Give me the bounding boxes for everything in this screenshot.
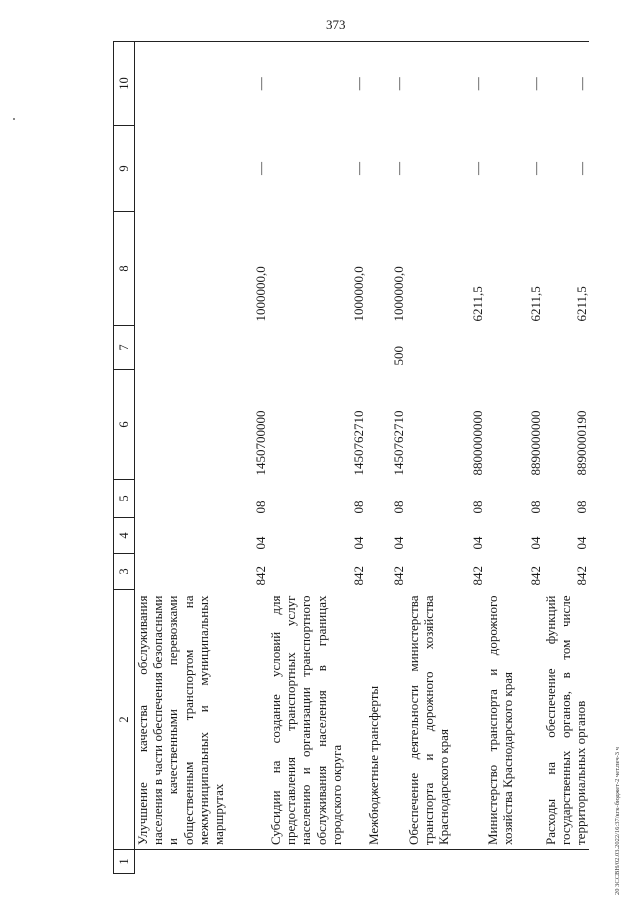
cell-expense-type — [135, 326, 269, 370]
cell-col-9-value: — — [573, 162, 589, 175]
cell-col-1 — [135, 850, 269, 874]
header-col-2: 2 — [114, 590, 135, 850]
cell-ministry-code — [485, 554, 543, 590]
header-col-9: 9 — [114, 126, 135, 212]
header-col-10: 10 — [114, 42, 135, 126]
cell-amount — [135, 212, 269, 326]
cell-expense-type — [406, 326, 485, 370]
cell-subsection — [135, 480, 269, 518]
cell-col-9 — [268, 126, 366, 212]
cell-col-10-value: — — [527, 77, 543, 91]
cell-expense-type — [485, 326, 543, 370]
cell-col-1 — [485, 850, 543, 874]
rotated-table-container — [113, 42, 588, 874]
cell-expense-type — [366, 326, 406, 370]
table-row — [135, 42, 269, 874]
cell-target-code-value: 1450700000 — [252, 410, 268, 476]
cell-amount-value: 1000000,0 — [350, 266, 366, 322]
cell-ministry-code-value: 842 — [527, 566, 543, 586]
cell-target-code — [366, 370, 406, 480]
budget-table — [113, 41, 589, 874]
cell-target-code — [268, 370, 366, 480]
table-row — [268, 42, 366, 874]
cell-col-10 — [485, 42, 543, 126]
cell-col-10 — [406, 42, 485, 126]
cell-ministry-code-value: 842 — [573, 566, 589, 586]
row-name: Субсидии на создание условий для предоставления транспортных услуг населению и организации транспортного обслуживания населения в границах городского округа — [268, 590, 366, 850]
cell-section — [406, 518, 485, 554]
cell-col-9 — [543, 126, 589, 212]
cell-subsection-value: 08 — [390, 500, 406, 514]
cell-ministry-code-value: 842 — [350, 566, 366, 586]
cell-target-code-value: 8890000190 — [573, 410, 589, 476]
cell-section-value: 04 — [390, 536, 406, 550]
cell-col-1 — [366, 850, 406, 874]
cell-col-9-value: — — [469, 162, 485, 175]
header-col-3: 3 — [114, 554, 135, 590]
row-name: Обеспечение деятельности министерства транспорта и дорожного хозяйства Краснодарского края — [406, 590, 485, 850]
cell-col-10-value: — — [573, 77, 589, 91]
cell-col-9-value: — — [390, 162, 406, 175]
cell-expense-type-value: 500 — [390, 346, 406, 366]
cell-col-9 — [485, 126, 543, 212]
cell-amount-value: 6211,5 — [469, 286, 485, 322]
page-number: 373 — [326, 17, 346, 32]
cell-subsection-value: 08 — [350, 500, 366, 514]
cell-section-value: 04 — [350, 536, 366, 550]
cell-col-9-value: — — [527, 162, 543, 175]
cell-subsection — [406, 480, 485, 518]
cell-subsection-value: 08 — [252, 500, 268, 514]
header-col-7: 7 — [114, 326, 135, 370]
cell-col-10 — [366, 42, 406, 126]
row-name: Расходы на обеспечение функций государственных органов, в том числе территориальных органов — [543, 590, 589, 850]
cell-ministry-code-value: 842 — [252, 566, 268, 586]
cell-target-code-value: 1450762710 — [350, 410, 366, 476]
cell-amount — [543, 212, 589, 326]
cell-target-code-value: 8800000000 — [469, 410, 485, 476]
row-name: Межбюджетные трансферты — [366, 590, 406, 850]
cell-amount-value: 1000000,0 — [252, 266, 268, 322]
cell-ministry-code — [366, 554, 406, 590]
cell-subsection — [543, 480, 589, 518]
cell-target-code — [135, 370, 269, 480]
cell-col-9 — [406, 126, 485, 212]
cell-amount-value: 6211,5 — [573, 286, 589, 322]
cell-col-9 — [366, 126, 406, 212]
table-row — [406, 42, 485, 874]
cell-expense-type — [543, 326, 589, 370]
cell-target-code — [485, 370, 543, 480]
cell-subsection — [485, 480, 543, 518]
cell-ministry-code — [135, 554, 269, 590]
table-row — [366, 42, 406, 874]
header-col-4: 4 — [114, 518, 135, 554]
cell-col-10-value: — — [252, 77, 268, 91]
cell-col-10-value: — — [390, 77, 406, 91]
cell-amount — [406, 212, 485, 326]
cell-col-9 — [135, 126, 269, 212]
cell-section-value: 04 — [527, 536, 543, 550]
header-col-5: 5 — [114, 480, 135, 518]
cell-col-9-value: — — [252, 162, 268, 175]
cell-target-code-value: 8890000000 — [527, 410, 543, 476]
cell-section — [485, 518, 543, 554]
margin-mark — [13, 118, 15, 120]
cell-target-code-value: 1450762710 — [390, 410, 406, 476]
cell-col-10-value: — — [350, 77, 366, 91]
cell-amount — [366, 212, 406, 326]
cell-col-9-value: — — [350, 162, 366, 175]
cell-col-1 — [543, 850, 589, 874]
cell-ministry-code — [268, 554, 366, 590]
cell-amount — [268, 212, 366, 326]
row-name: Улучшение качества обслуживания населения в части обеспечения безопасными и качественными перевозками общественным транспортом на межмуниципальных и муниципальных маршрутах — [135, 590, 269, 850]
cell-amount-value: 6211,5 — [527, 286, 543, 322]
cell-col-10 — [543, 42, 589, 126]
cell-section-value: 04 — [573, 536, 589, 550]
cell-subsection-value: 08 — [573, 500, 589, 514]
cell-ministry-code — [543, 554, 589, 590]
cell-expense-type — [268, 326, 366, 370]
cell-section — [135, 518, 269, 554]
cell-subsection-value: 08 — [469, 500, 485, 514]
document-code: 20 3ССBH/02.03.2022/16:37/кгк-бюджет-2 чет.печ-3 ч — [614, 747, 621, 895]
table-row — [485, 42, 543, 874]
cell-ministry-code — [406, 554, 485, 590]
cell-target-code — [406, 370, 485, 480]
cell-section — [543, 518, 589, 554]
cell-ministry-code-value: 842 — [469, 566, 485, 586]
cell-section — [366, 518, 406, 554]
cell-subsection — [268, 480, 366, 518]
cell-section-value: 04 — [469, 536, 485, 550]
cell-col-10-value: — — [469, 77, 485, 91]
cell-ministry-code-value: 842 — [390, 566, 406, 586]
cell-col-1 — [268, 850, 366, 874]
cell-subsection — [366, 480, 406, 518]
header-row — [114, 42, 135, 874]
cell-amount-value: 1000000,0 — [390, 266, 406, 322]
header-col-1: 1 — [114, 850, 135, 874]
cell-section — [268, 518, 366, 554]
cell-col-10 — [268, 42, 366, 126]
header-col-8: 8 — [114, 212, 135, 326]
cell-col-1 — [406, 850, 485, 874]
header-col-6: 6 — [114, 370, 135, 480]
cell-target-code — [543, 370, 589, 480]
cell-amount — [485, 212, 543, 326]
cell-col-10 — [135, 42, 269, 126]
cell-subsection-value: 08 — [527, 500, 543, 514]
row-name: Министерство транспорта и дорожного хозяйства Краснодарского края — [485, 590, 543, 850]
table-row — [543, 42, 589, 874]
cell-section-value: 04 — [252, 536, 268, 550]
